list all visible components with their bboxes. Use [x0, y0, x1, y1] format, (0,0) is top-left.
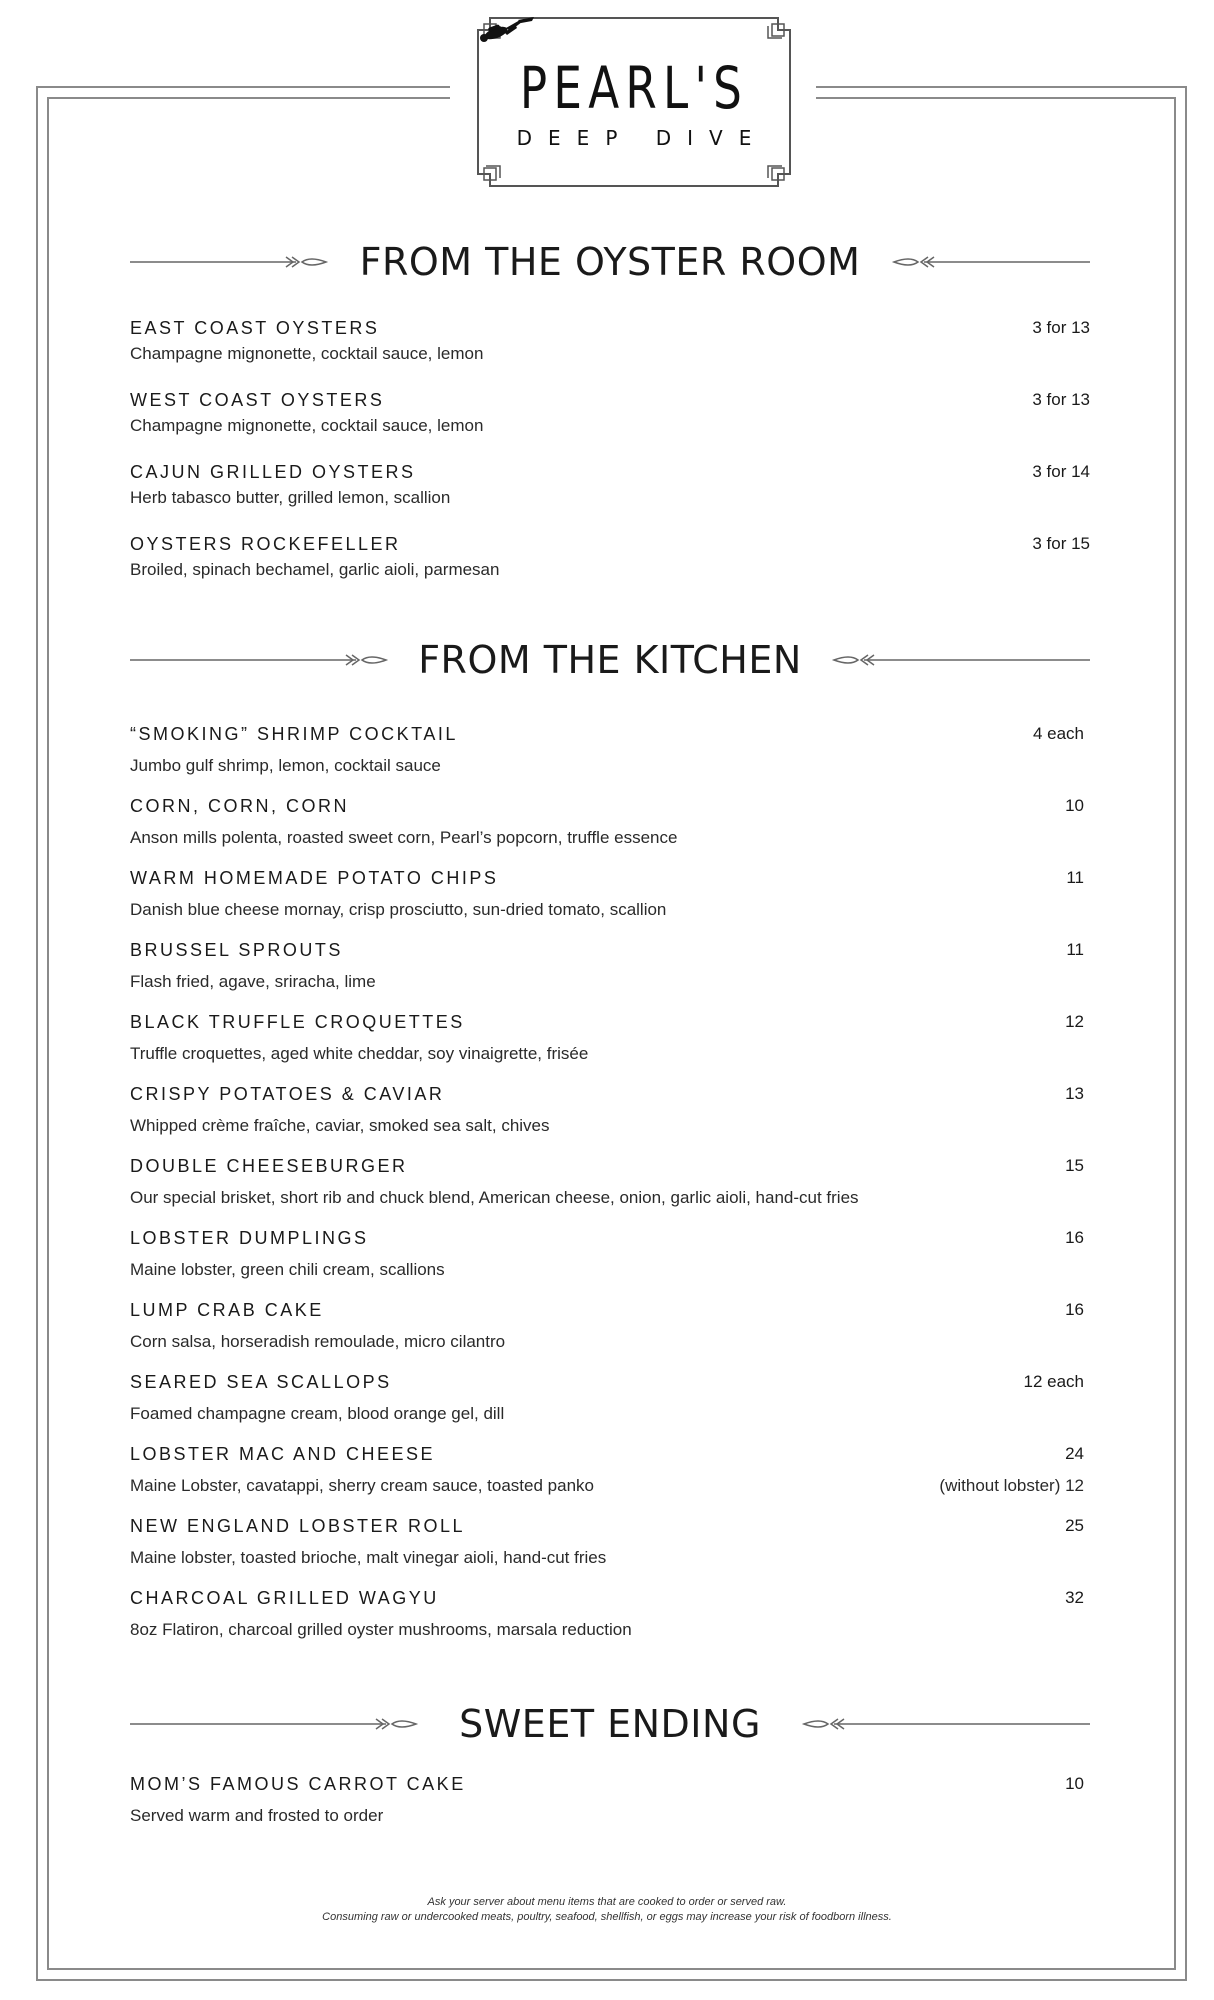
- scuba-diver-icon: [476, 16, 536, 46]
- item-price: 25: [1065, 1516, 1084, 1535]
- item-name: DOUBLE CHEESEBURGER: [130, 1156, 408, 1176]
- item-description: Champagne mignonette, cocktail sauce, lemon: [130, 344, 484, 363]
- item-price: 11: [1066, 868, 1084, 887]
- item-name: LOBSTER DUMPLINGS: [130, 1228, 369, 1248]
- item-name: CRISPY POTATOES & CAVIAR: [130, 1084, 445, 1104]
- item-description: Flash fried, agave, sriracha, lime: [130, 972, 376, 991]
- item-price: 3 for 13: [1032, 318, 1090, 337]
- brand-name: PEARL'S: [519, 54, 749, 122]
- item-price: 4 each: [1032, 724, 1084, 743]
- item-price: 3 for 14: [1032, 462, 1090, 481]
- item-description: Broiled, spinach bechamel, garlic aioli, parmesan: [130, 560, 500, 579]
- item-description: Champagne mignonette, cocktail sauce, lemon: [130, 416, 484, 435]
- section-title: SWEET ENDING: [459, 1702, 761, 1746]
- item-alt-price: (without lobster) 12: [939, 1476, 1084, 1495]
- section-title: FROM THE OYSTER ROOM: [359, 240, 861, 284]
- item-price: 3 for 13: [1032, 390, 1090, 409]
- item-name: “SMOKING” SHRIMP COCKTAIL: [130, 724, 458, 744]
- section-header-kitchen: [130, 630, 1090, 690]
- item-name: MOM’S FAMOUS CARROT CAKE: [130, 1774, 466, 1794]
- section-header-oyster-room: [130, 232, 1090, 292]
- item-price: 12 each: [1023, 1372, 1084, 1391]
- item-name: EAST COAST OYSTERS: [130, 318, 380, 338]
- item-price: 16: [1065, 1300, 1084, 1319]
- item-description: Anson mills polenta, roasted sweet corn, Pearl’s popcorn, truffle essence: [130, 828, 678, 847]
- item-price: 13: [1065, 1084, 1084, 1103]
- item-description: Maine Lobster, cavatappi, sherry cream sauce, toasted panko: [130, 1476, 594, 1495]
- item-name: WEST COAST OYSTERS: [130, 390, 385, 410]
- item-name: NEW ENGLAND LOBSTER ROLL: [130, 1516, 466, 1536]
- section-header-sweet-ending: [130, 1694, 1090, 1754]
- item-description: Herb tabasco butter, grilled lemon, scallion: [130, 488, 451, 507]
- item-description: Maine lobster, toasted brioche, malt vinegar aioli, hand-cut fries: [130, 1548, 607, 1567]
- menu-border-inner: [47, 97, 1176, 1970]
- section-title: FROM THE KITCHEN: [418, 638, 802, 682]
- item-description: Foamed champagne cream, blood orange gel, dill: [130, 1404, 505, 1423]
- item-name: SEARED SEA SCALLOPS: [130, 1372, 392, 1392]
- item-description: Danish blue cheese mornay, crisp prosciutto, sun-dried tomato, scallion: [130, 900, 667, 919]
- item-price: 32: [1065, 1588, 1084, 1607]
- item-description: Whipped crème fraîche, caviar, smoked sea salt, chives: [130, 1116, 550, 1135]
- item-name: CHARCOAL GRILLED WAGYU: [130, 1588, 439, 1608]
- item-price: 3 for 15: [1032, 534, 1090, 553]
- brand-tagline: DEEP DIVE: [516, 126, 768, 150]
- logo: [476, 16, 792, 188]
- item-name: LUMP CRAB CAKE: [130, 1300, 324, 1320]
- item-price: 15: [1065, 1156, 1084, 1175]
- item-name: LOBSTER MAC AND CHEESE: [130, 1444, 436, 1464]
- item-name: OYSTERS ROCKEFELLER: [130, 534, 401, 554]
- item-description: Maine lobster, green chili cream, scallions: [130, 1260, 445, 1279]
- footer-disclaimer-line-1: Ask your server about menu items that are cooked to order or served raw.: [427, 1896, 787, 1908]
- footer-disclaimer-line-2: Consuming raw or undercooked meats, poultry, seafood, shellfish, or eggs may increase your risk of foodborn illness.: [322, 1911, 892, 1923]
- item-description: 8oz Flatiron, charcoal grilled oyster mushrooms, marsala reduction: [130, 1620, 632, 1639]
- item-price: 11: [1066, 940, 1084, 959]
- item-price: 24: [1065, 1444, 1084, 1463]
- item-price: 10: [1065, 1774, 1084, 1793]
- item-description: Corn salsa, horseradish remoulade, micro cilantro: [130, 1332, 506, 1351]
- item-price: 16: [1065, 1228, 1084, 1247]
- item-price: 10: [1065, 796, 1084, 815]
- item-name: CAJUN GRILLED OYSTERS: [130, 462, 416, 482]
- item-description: Truffle croquettes, aged white cheddar, soy vinaigrette, frisée: [130, 1044, 589, 1063]
- item-description: Our special brisket, short rib and chuck blend, American cheese, onion, garlic aioli, hand-cut fries: [130, 1188, 859, 1207]
- item-price: 12: [1065, 1012, 1084, 1031]
- item-name: WARM HOMEMADE POTATO CHIPS: [130, 868, 499, 888]
- item-name: BRUSSEL SPROUTS: [130, 940, 343, 960]
- item-name: CORN, CORN, CORN: [130, 796, 349, 816]
- item-name: BLACK TRUFFLE CROQUETTES: [130, 1012, 465, 1032]
- item-description: Jumbo gulf shrimp, lemon, cocktail sauce: [130, 756, 441, 775]
- item-description: Served warm and frosted to order: [130, 1806, 384, 1825]
